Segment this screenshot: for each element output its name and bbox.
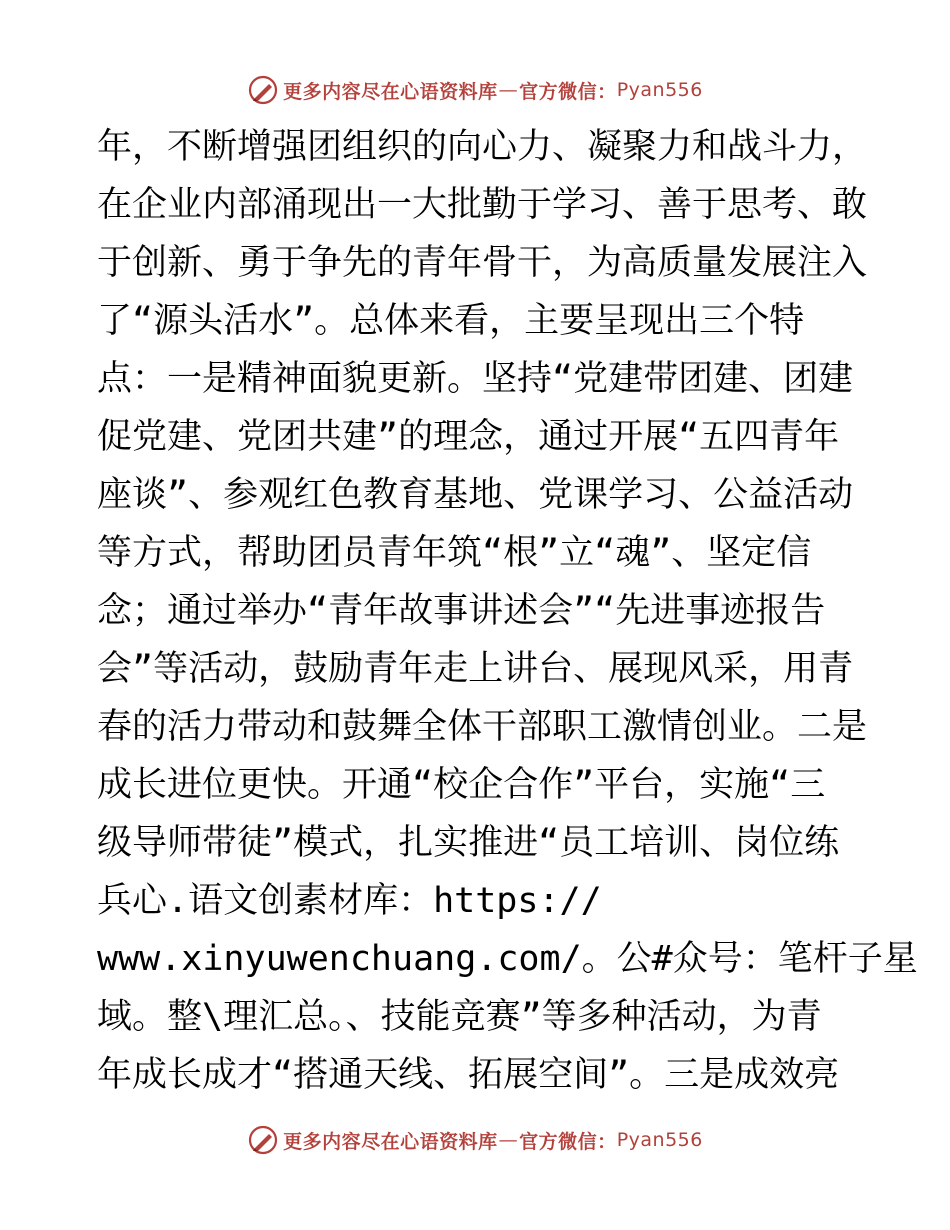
body-text xyxy=(97,118,918,1104)
text-line: 春的活力带动和鼓舞全体干部职工激情创业。二是 xyxy=(97,707,868,747)
text-line: 兵心.语文创素材库：https:// xyxy=(97,881,602,921)
pen-logo-icon xyxy=(247,74,279,106)
header-watermark xyxy=(0,70,950,110)
text-line: 年，不断增强团组织的向心力、凝聚力和战斗力， xyxy=(97,127,868,167)
text-line: 级导师带徒”模式，扎实推进“员工培训、岗位练 xyxy=(97,823,840,863)
footer-separator: — xyxy=(498,1129,519,1151)
text-line: 座谈”、参观红色教育基地、党课学习、公益活动 xyxy=(97,475,854,515)
footer-wechat-id: Pyan556 xyxy=(616,1129,703,1151)
text-line: 会”等活动，鼓励青年走上讲台、展现风采，用青 xyxy=(97,649,854,689)
text-line: 域。整\理汇总。、技能竞赛”等多种活动，为青 xyxy=(97,997,822,1037)
text-line: 点：一是精神面貌更新。坚持“党建带团建、团建 xyxy=(97,359,854,399)
header-separator: — xyxy=(498,79,519,101)
footer-brand-text: 更多内容尽在心语资料库 xyxy=(283,1130,498,1153)
header-brand-text: 更多内容尽在心语资料库 xyxy=(283,80,498,103)
footer-wechat-label: 官方微信： xyxy=(519,1130,617,1153)
text-line: 于创新、勇于争先的青年骨干，为高质量发展注入 xyxy=(97,243,868,283)
text-line: 了“源头活水”。总体来看，主要呈现出三个特 xyxy=(97,301,805,341)
text-line: 促党建、党团共建”的理念，通过开展“五四青年 xyxy=(97,417,840,457)
text-line: 等方式，帮助团员青年筑“根”立“魂”、坚定信 xyxy=(97,533,812,573)
header-wechat-label: 官方微信： xyxy=(519,80,617,103)
text-line: 念；通过举办“青年故事讲述会”“先进事迹报告 xyxy=(97,591,826,631)
footer-watermark xyxy=(0,1120,950,1160)
header-wechat-id: Pyan556 xyxy=(616,79,703,101)
pen-logo-icon xyxy=(247,1124,279,1156)
text-line: www.xinyuwenchuang.com/。公#众号：笔杆子星 xyxy=(97,939,918,979)
text-line: 在企业内部涌现出一大批勤于学习、善于思考、敢 xyxy=(97,185,868,225)
text-line: 成长进位更快。开通“校企合作”平台，实施“三 xyxy=(97,765,826,805)
text-line: 年成长成才“搭通天线、拓展空间”。三是成效亮 xyxy=(97,1055,840,1095)
